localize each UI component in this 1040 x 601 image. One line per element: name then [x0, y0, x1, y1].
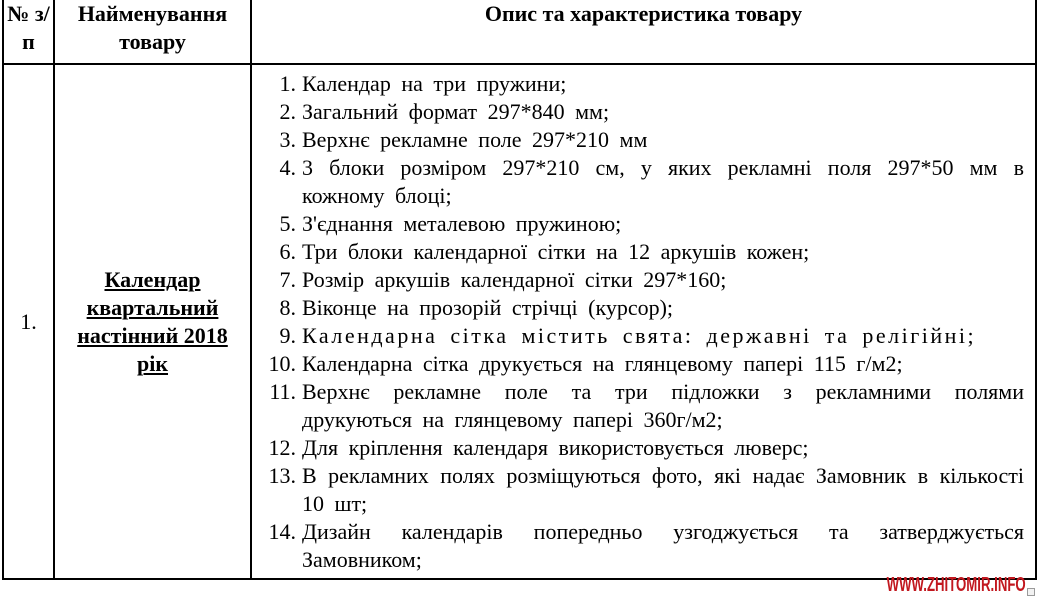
list-item-number: 5. — [279, 211, 296, 236]
row-number-cell: 1. — [3, 64, 54, 579]
list-item-number: 2. — [279, 99, 296, 124]
watermark-text: WWW.ZHITOMIR.INFO — [886, 574, 1026, 596]
list-item-text: Календарна сітка друкується на глянцевому папері 115 г/м2; — [302, 351, 903, 376]
list-item — [268, 154, 1024, 210]
list-item-number: 8. — [279, 295, 296, 320]
list-item — [268, 70, 1024, 98]
list-item-number: 6. — [279, 239, 296, 264]
list-item-text: Три блоки календарної сітки на 12 аркушів кожен; — [302, 239, 810, 264]
list-item-text: Для кріплення календаря використовується люверс; — [302, 435, 809, 460]
list-item-text: Календар на три пружини; — [302, 71, 567, 96]
list-item-number: 3. — [279, 127, 296, 152]
list-item-number: 9. — [279, 323, 296, 348]
list-item — [268, 210, 1024, 238]
list-item-text: Верхнє рекламне поле 297*210 мм — [302, 127, 648, 152]
header-cell-description: Опис та характеристика товару — [251, 0, 1036, 64]
list-item-text: Верхнє рекламне поле та три підложки з рекламними полями друкуються на глянцевому папері 360г/м2; — [302, 379, 1024, 432]
list-item-text: З'єднання металевою пружиною; — [302, 211, 622, 236]
list-item — [268, 294, 1024, 322]
list-item — [268, 350, 1024, 378]
product-name-cell — [54, 64, 251, 579]
list-item — [268, 462, 1024, 518]
header-cell-name: Найменування товару — [54, 0, 251, 64]
missing-glyph-box — [1027, 588, 1035, 596]
list-item-number: 14. — [268, 519, 296, 544]
list-item — [268, 378, 1024, 434]
header-row — [3, 0, 1036, 64]
list-item-text: В рекламних полях розміщуються фото, які надає Замовник в кількості 10 шт; — [302, 463, 1024, 516]
list-item — [268, 238, 1024, 266]
list-item-text: Віконце на прозорій стрічці (курсор); — [302, 295, 674, 320]
list-item — [268, 434, 1024, 462]
product-name-text: Календар квартальний настінний 2018 рік — [77, 266, 228, 376]
list-item — [268, 98, 1024, 126]
header-cell-number: № з/п — [3, 0, 54, 64]
list-item-number: 7. — [279, 267, 296, 292]
list-item — [268, 322, 1024, 350]
list-item-number: 13. — [268, 463, 296, 488]
list-item-text: Календарна сітка містить свята: державні та релігійні; — [302, 323, 977, 348]
list-item-text: 3 блоки розміром 297*210 см, у яких рекламні поля 297*50 мм в кожному блоці; — [302, 155, 1024, 208]
list-item-text: Загальний формат 297*840 мм; — [302, 99, 610, 124]
list-item-number: 12. — [268, 435, 296, 460]
description-list — [268, 70, 1024, 574]
list-item-number: 11. — [269, 379, 296, 404]
data-row — [3, 64, 1036, 579]
list-item — [268, 518, 1024, 574]
list-item-text: Дизайн календарів попередньо узгоджується та затверджується Замовником; — [302, 519, 1024, 572]
description-cell — [251, 64, 1036, 579]
list-item — [268, 266, 1024, 294]
list-item-text: Розмір аркушів календарної сітки 297*160; — [302, 267, 727, 292]
list-item-number: 10. — [268, 351, 296, 376]
list-item-number: 1. — [279, 71, 296, 96]
list-item-number: 4. — [279, 155, 296, 180]
product-spec-table — [2, 0, 1037, 580]
list-item — [268, 126, 1024, 154]
